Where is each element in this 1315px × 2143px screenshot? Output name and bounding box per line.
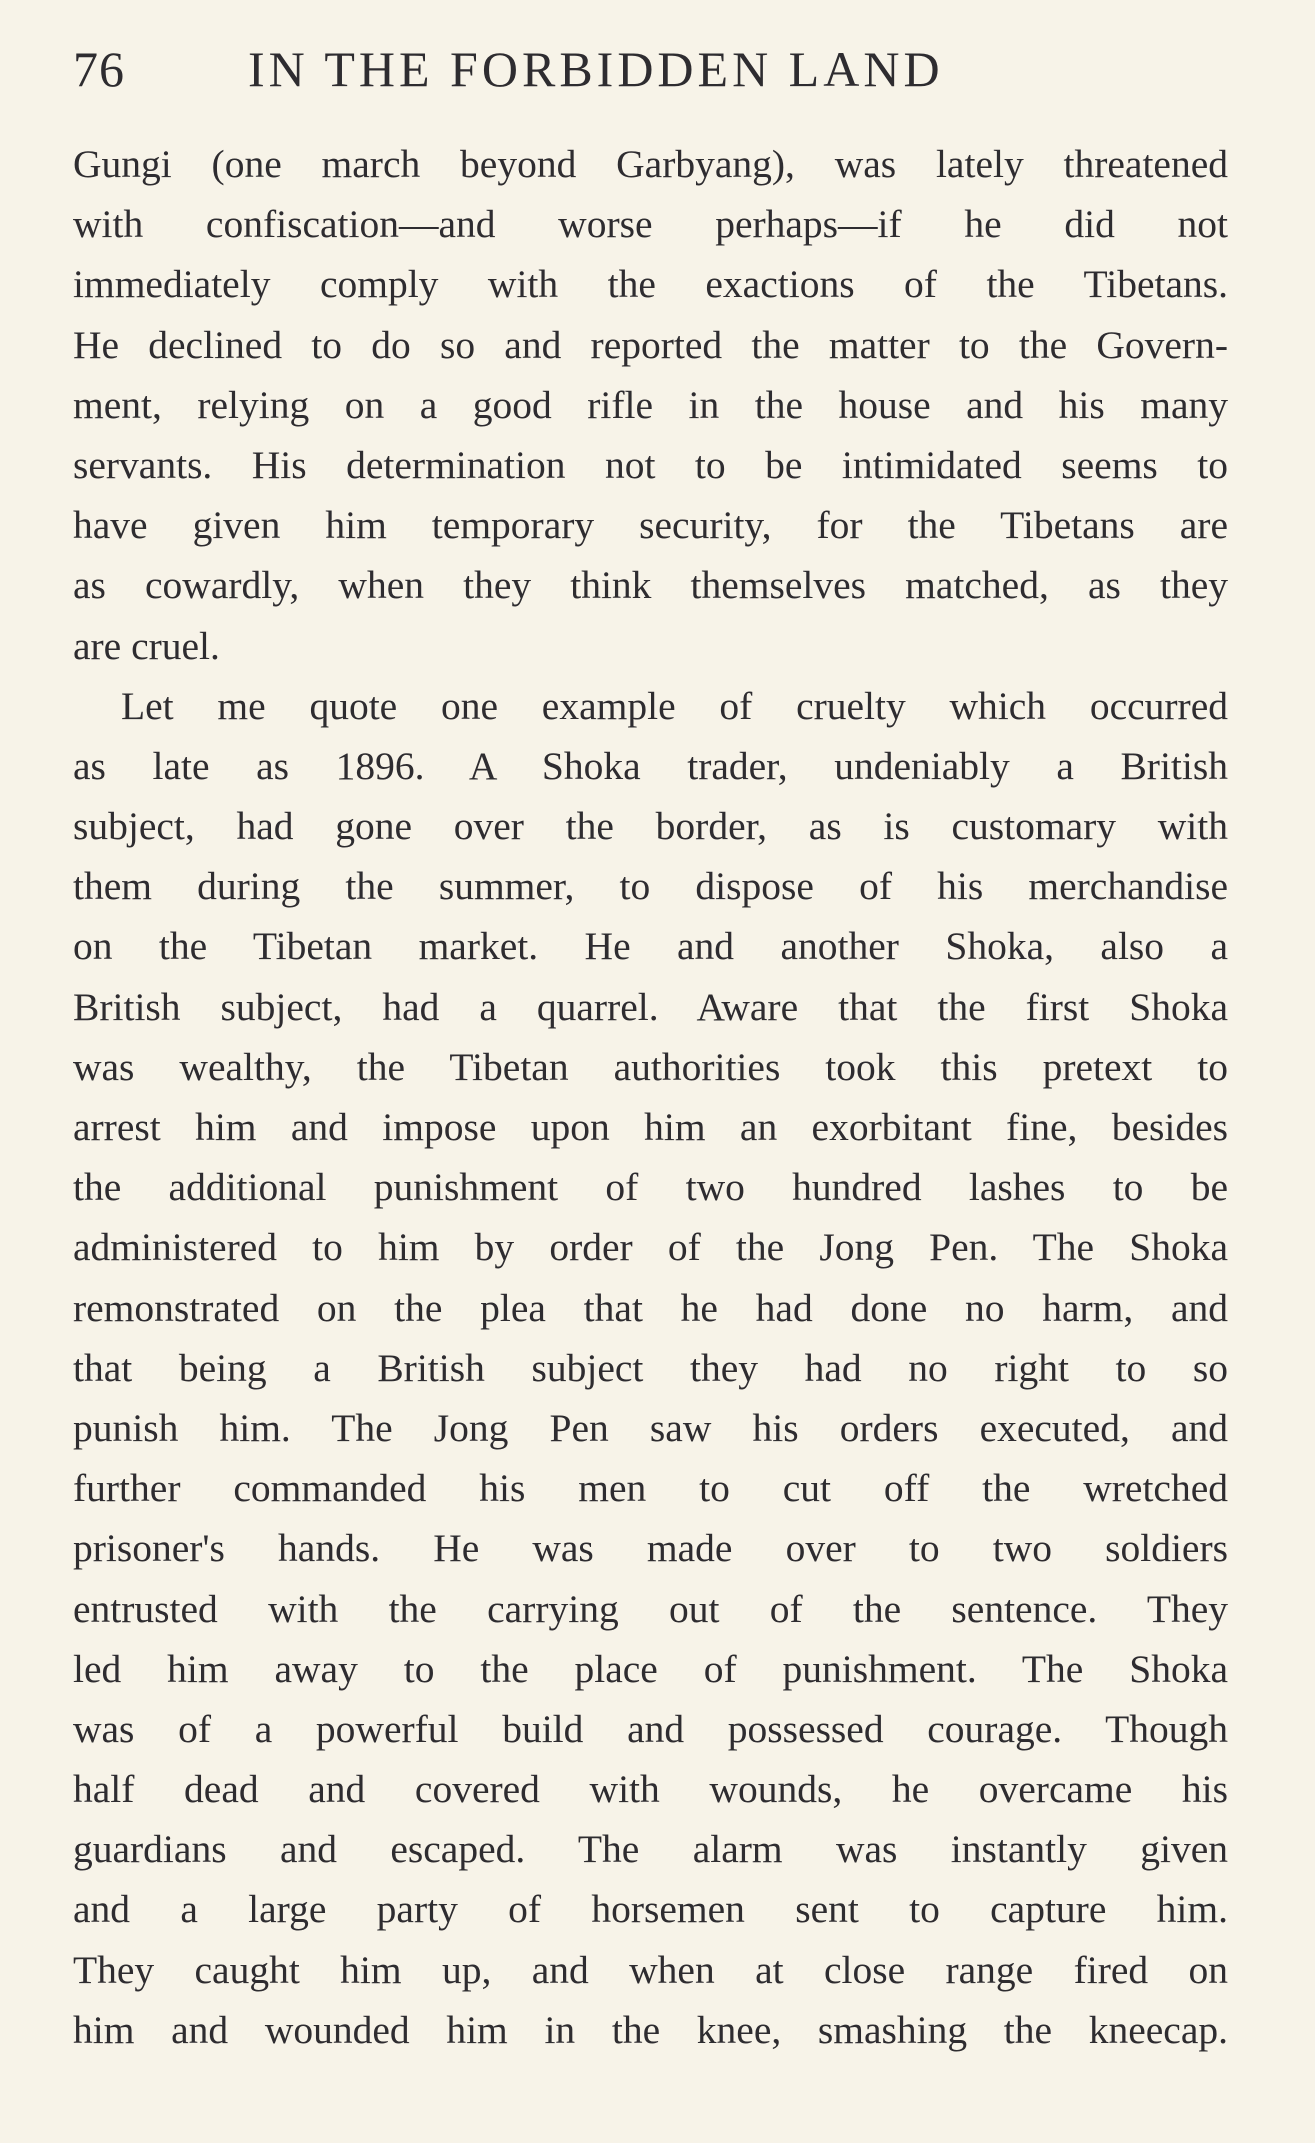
text-line: and a large party of horsemen sent to capture him. xyxy=(73,1887,1228,1932)
text-line: immediately comply with the exactions of the Tibetans. xyxy=(73,262,1228,307)
text-line: remonstrated on the plea that he had done no harm, and xyxy=(73,1285,1228,1330)
text-line: them during the summer, to dispose of his merchandise xyxy=(73,864,1228,909)
text-line: They caught him up, and when at close range fired on xyxy=(73,1947,1228,1992)
text-line: led him away to the place of punishment. The Shoka xyxy=(73,1646,1228,1691)
text-line: the additional punishment of two hundred lashes to be xyxy=(73,1165,1228,1210)
text-line: He declined to do so and reported the matter to the Govern- xyxy=(73,322,1228,367)
text-line: that being a British subject they had no right to so xyxy=(73,1345,1228,1390)
text-line: as late as 1896. A Shoka trader, undeniably a British xyxy=(73,743,1228,788)
text-line: him and wounded him in the knee, smashing the kneecap. xyxy=(73,2007,1228,2052)
text-line: British subject, had a quarrel. Aware that the first Shoka xyxy=(73,984,1228,1029)
text-line: punish him. The Jong Pen saw his orders executed, and xyxy=(73,1405,1228,1450)
text-line: was wealthy, the Tibetan authorities took this pretext to xyxy=(73,1044,1228,1089)
running-head xyxy=(73,40,1233,120)
text-line: administered to him by order of the Jong Pen. The Shoka xyxy=(73,1225,1228,1270)
text-line: servants. His determination not to be intimidated seems to xyxy=(73,442,1228,487)
text-line: guardians and escaped. The alarm was instantly given xyxy=(73,1827,1228,1872)
text-line: further commanded his men to cut off the wretched xyxy=(73,1466,1228,1511)
text-line: prisoner's hands. He was made over to two soldiers xyxy=(73,1526,1228,1571)
text-line: on the Tibetan market. He and another Shoka, also a xyxy=(73,924,1228,969)
text-body xyxy=(73,134,1228,2060)
text-line: arrest him and impose upon him an exorbitant fine, besides xyxy=(73,1105,1228,1149)
text-line: was of a powerful build and possessed courage. Though xyxy=(73,1706,1228,1751)
text-line: with confiscation—and worse perhaps—if he did not xyxy=(73,202,1228,247)
text-line: half dead and covered with wounds, he overcame his xyxy=(73,1767,1228,1812)
text-line: have given him temporary security, for the Tibetans are xyxy=(73,503,1228,548)
page-number: 76 xyxy=(73,41,125,97)
text-line: Gungi (one march beyond Garbyang), was lately threatened xyxy=(73,142,1228,186)
paragraph-first-line: Let me quote one example of cruelty which occurred xyxy=(121,683,1228,728)
text-line: subject, had gone over the border, as is customary with xyxy=(73,804,1228,849)
text-line: ment, relying on a good rifle in the house and his many xyxy=(73,382,1228,427)
text-line: as cowardly, when they think themselves matched, as they xyxy=(73,563,1228,608)
text-line: entrusted with the carrying out of the sentence. They xyxy=(73,1586,1228,1631)
running-title: IN THE FORBIDDEN LAND xyxy=(248,41,944,97)
paragraph-end-line: are cruel. xyxy=(73,623,220,668)
